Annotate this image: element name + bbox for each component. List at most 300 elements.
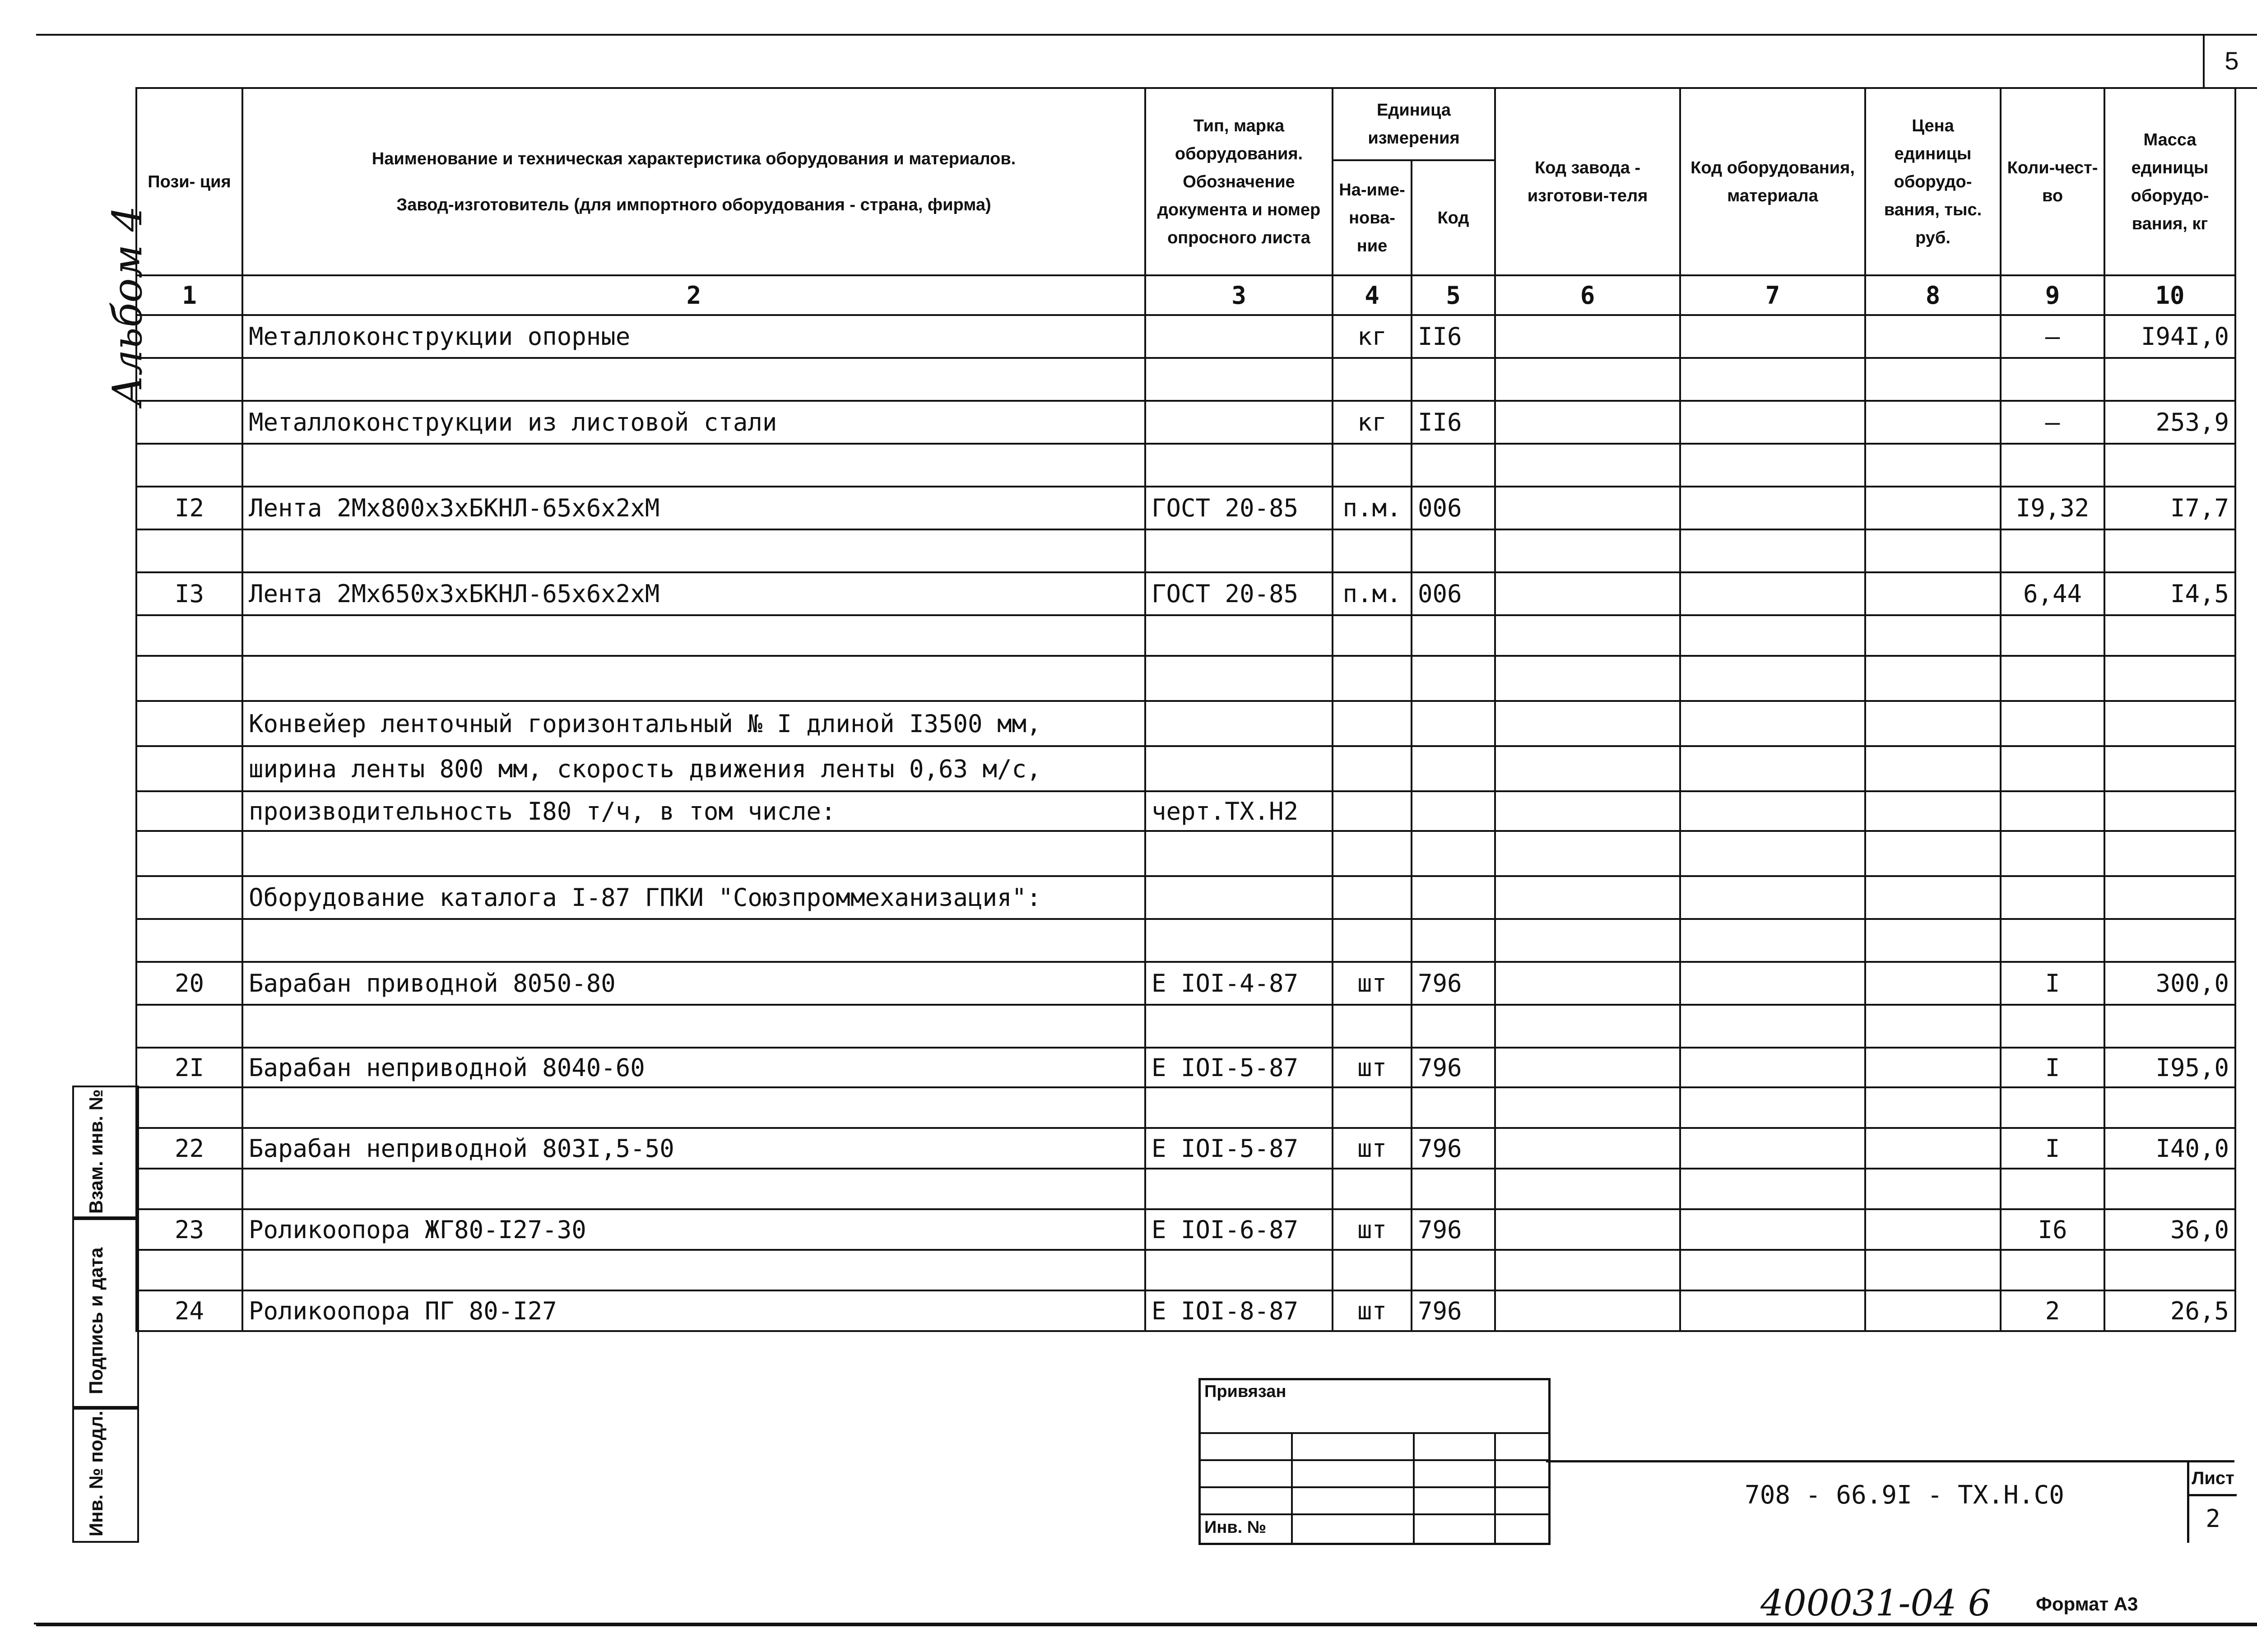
- row-document: Е IOI-5-87: [1145, 1048, 1333, 1087]
- row-unit-name: [1333, 444, 1412, 487]
- header-factory-code: Код завода - изготови-теля: [1495, 88, 1680, 275]
- row-unit-name: кг: [1333, 315, 1412, 358]
- row-equipment-code: [1680, 529, 1865, 572]
- row-position: [136, 1005, 242, 1048]
- column-number: 1: [136, 275, 242, 315]
- row-position: 23: [136, 1209, 242, 1250]
- header-name: [242, 88, 1145, 275]
- row-unit-name: [1333, 746, 1412, 791]
- row-unit-name: [1333, 831, 1412, 876]
- column-number: 6: [1495, 275, 1680, 315]
- row-name: Барабан неприводной 8040-60: [242, 1048, 1145, 1087]
- row-equipment-code: [1680, 1209, 1865, 1250]
- row-name: Металлоконструкции из листовой стали: [242, 401, 1145, 444]
- row-price: [1865, 656, 2001, 701]
- row-position: 24: [136, 1290, 242, 1331]
- row-price: [1865, 1087, 2001, 1128]
- table-row: [136, 529, 2235, 572]
- row-equipment-code: [1680, 831, 1865, 876]
- row-position: [136, 791, 242, 831]
- table-row: [136, 701, 2235, 746]
- row-mass: I4,5: [2104, 572, 2235, 615]
- table-row: [136, 444, 2235, 487]
- row-name: ширина ленты 800 мм, скорость движения ленты 0,63 м/с,: [242, 746, 1145, 791]
- row-unit-code: [1412, 919, 1495, 962]
- row-quantity: [2001, 1169, 2104, 1209]
- row-factory-code: [1495, 1005, 1680, 1048]
- row-mass: [2104, 358, 2235, 401]
- table-row: [136, 1128, 2235, 1169]
- row-unit-name: шт: [1333, 1048, 1412, 1087]
- row-unit-code: II6: [1412, 401, 1495, 444]
- row-unit-name: [1333, 615, 1412, 656]
- row-equipment-code: [1680, 1128, 1865, 1169]
- row-position: [136, 401, 242, 444]
- original-inv-box: [72, 1406, 139, 1543]
- row-quantity: [2001, 1087, 2104, 1128]
- row-name: Роликоопора ЖГ80-I27-30: [242, 1209, 1145, 1250]
- row-quantity: I: [2001, 962, 2104, 1005]
- row-price: [1865, 876, 2001, 919]
- row-quantity: [2001, 656, 2104, 701]
- table-header: [136, 88, 2235, 315]
- row-document: [1145, 1250, 1333, 1290]
- row-equipment-code: [1680, 876, 1865, 919]
- row-factory-code: [1495, 529, 1680, 572]
- row-price: [1865, 746, 2001, 791]
- row-name: Металлоконструкции опорные: [242, 315, 1145, 358]
- row-document: [1145, 656, 1333, 701]
- row-unit-name: кг: [1333, 401, 1412, 444]
- row-unit-name: шт: [1333, 1128, 1412, 1169]
- paper-format: Формат А3: [2036, 1593, 2138, 1615]
- header-quantity: Коли-чест-во: [2001, 88, 2104, 275]
- row-factory-code: [1495, 791, 1680, 831]
- row-name: [242, 444, 1145, 487]
- row-mass: [2104, 656, 2235, 701]
- row-mass: [2104, 1250, 2235, 1290]
- row-document: [1145, 401, 1333, 444]
- row-unit-name: [1333, 529, 1412, 572]
- row-price: [1865, 1290, 2001, 1331]
- table-row: [136, 358, 2235, 401]
- row-equipment-code: [1680, 919, 1865, 962]
- row-price: [1865, 1169, 2001, 1209]
- table-row: [136, 315, 2235, 358]
- row-price: [1865, 1048, 2001, 1087]
- row-equipment-code: [1680, 615, 1865, 656]
- handwritten-archive-number: 400031-04 6: [1760, 1582, 1991, 1624]
- table-row: [136, 615, 2235, 656]
- row-mass: [2104, 1087, 2235, 1128]
- row-unit-code: 796: [1412, 1209, 1495, 1250]
- row-quantity: 2: [2001, 1290, 2104, 1331]
- row-document: ГОСТ 20-85: [1145, 572, 1333, 615]
- row-quantity: [2001, 791, 2104, 831]
- header-unit-group: Единица измерения: [1333, 88, 1495, 160]
- row-price: [1865, 1250, 2001, 1290]
- title-block: [1546, 1460, 2234, 1543]
- row-unit-code: 796: [1412, 1128, 1495, 1169]
- row-quantity: –: [2001, 401, 2104, 444]
- row-price: [1865, 315, 2001, 358]
- row-quantity: I: [2001, 1128, 2104, 1169]
- row-position: [136, 615, 242, 656]
- row-equipment-code: [1680, 1048, 1865, 1087]
- row-unit-name: шт: [1333, 1290, 1412, 1331]
- row-quantity: [2001, 919, 2104, 962]
- row-name: Оборудование каталога I-87 ГПКИ "Союзпроммеханизация":: [242, 876, 1145, 919]
- row-quantity: –: [2001, 315, 2104, 358]
- row-factory-code: [1495, 746, 1680, 791]
- row-price: [1865, 919, 2001, 962]
- table-row: [136, 572, 2235, 615]
- row-factory-code: [1495, 487, 1680, 529]
- row-name: [242, 1169, 1145, 1209]
- row-unit-code: 796: [1412, 962, 1495, 1005]
- row-position: 2I: [136, 1048, 242, 1087]
- row-equipment-code: [1680, 701, 1865, 746]
- row-unit-code: [1412, 746, 1495, 791]
- row-unit-name: [1333, 1005, 1412, 1048]
- row-unit-name: [1333, 358, 1412, 401]
- row-position: [136, 1250, 242, 1290]
- row-position: [136, 1169, 242, 1209]
- row-unit-code: [1412, 444, 1495, 487]
- row-document: Е IOI-4-87: [1145, 962, 1333, 1005]
- row-position: [136, 876, 242, 919]
- row-unit-code: [1412, 529, 1495, 572]
- page-number: 5: [2203, 34, 2257, 89]
- row-price: [1865, 831, 2001, 876]
- table-row: [136, 1290, 2235, 1331]
- row-quantity: [2001, 444, 2104, 487]
- row-document: Е IOI-5-87: [1145, 1128, 1333, 1169]
- row-equipment-code: [1680, 1169, 1865, 1209]
- row-unit-code: [1412, 1005, 1495, 1048]
- row-mass: [2104, 1005, 2235, 1048]
- row-position: [136, 656, 242, 701]
- row-mass: [2104, 1169, 2235, 1209]
- row-name: [242, 1087, 1145, 1128]
- row-mass: [2104, 791, 2235, 831]
- signature-date-label: Подпись и дата: [85, 1247, 107, 1394]
- column-number: 5: [1412, 275, 1495, 315]
- row-document: [1145, 529, 1333, 572]
- row-price: [1865, 444, 2001, 487]
- row-unit-name: [1333, 919, 1412, 962]
- row-factory-code: [1495, 1087, 1680, 1128]
- row-quantity: [2001, 1250, 2104, 1290]
- row-unit-code: 006: [1412, 487, 1495, 529]
- row-mass: [2104, 529, 2235, 572]
- row-name: [242, 919, 1145, 962]
- row-equipment-code: [1680, 572, 1865, 615]
- table-row: [136, 831, 2235, 876]
- row-equipment-code: [1680, 1087, 1865, 1128]
- row-unit-name: [1333, 1250, 1412, 1290]
- row-factory-code: [1495, 919, 1680, 962]
- row-factory-code: [1495, 1209, 1680, 1250]
- row-price: [1865, 401, 2001, 444]
- row-position: I2: [136, 487, 242, 529]
- row-factory-code: [1495, 656, 1680, 701]
- row-price: [1865, 1005, 2001, 1048]
- row-price: [1865, 487, 2001, 529]
- row-unit-code: [1412, 876, 1495, 919]
- signature-date-box: [72, 1216, 139, 1410]
- row-quantity: [2001, 876, 2104, 919]
- row-position: [136, 1087, 242, 1128]
- row-name: производительность I80 т/ч, в том числе:: [242, 791, 1145, 831]
- row-name: Роликоопора ПГ 80-I27: [242, 1290, 1145, 1331]
- specification-table: [135, 87, 2236, 1332]
- row-position: [136, 444, 242, 487]
- table-row: [136, 656, 2235, 701]
- row-name: [242, 615, 1145, 656]
- row-position: [136, 919, 242, 962]
- row-name: [242, 529, 1145, 572]
- row-document: [1145, 746, 1333, 791]
- row-quantity: 6,44: [2001, 572, 2104, 615]
- row-equipment-code: [1680, 656, 1865, 701]
- row-factory-code: [1495, 444, 1680, 487]
- row-factory-code: [1495, 831, 1680, 876]
- sheet-label: Лист: [2189, 1462, 2237, 1496]
- row-quantity: [2001, 529, 2104, 572]
- header-price: Цена единицы оборудо-вания, тыс. руб.: [1865, 88, 2001, 275]
- row-price: [1865, 615, 2001, 656]
- row-quantity: I9,32: [2001, 487, 2104, 529]
- row-position: [136, 529, 242, 572]
- row-unit-name: [1333, 876, 1412, 919]
- table-row: [136, 919, 2235, 962]
- row-price: [1865, 529, 2001, 572]
- row-document: [1145, 1087, 1333, 1128]
- row-mass: I40,0: [2104, 1128, 2235, 1169]
- row-name: Барабан неприводной 803I,5-50: [242, 1128, 1145, 1169]
- row-unit-code: [1412, 1169, 1495, 1209]
- header-unit-code: Код: [1412, 160, 1495, 275]
- row-quantity: [2001, 615, 2104, 656]
- row-document: [1145, 876, 1333, 919]
- row-name: [242, 1250, 1145, 1290]
- row-document: [1145, 615, 1333, 656]
- row-name: Барабан приводной 8050-80: [242, 962, 1145, 1005]
- row-unit-code: [1412, 656, 1495, 701]
- header-equipment-code: Код оборудования, материала: [1680, 88, 1865, 275]
- row-quantity: I6: [2001, 1209, 2104, 1250]
- column-number: 8: [1865, 275, 2001, 315]
- row-price: [1865, 701, 2001, 746]
- row-document: Е IOI-8-87: [1145, 1290, 1333, 1331]
- row-factory-code: [1495, 1048, 1680, 1087]
- table-row: [136, 1005, 2235, 1048]
- album-label: Альбом 4: [104, 205, 151, 406]
- row-mass: [2104, 876, 2235, 919]
- row-name: Конвейер ленточный горизонтальный № I длиной I3500 мм,: [242, 701, 1145, 746]
- header-name-line2: Завод-изготовитель (для импортного оборудования - страна, фирма): [396, 195, 991, 214]
- replacement-inv-label: Взам. инв. №: [85, 1089, 107, 1214]
- row-quantity: [2001, 746, 2104, 791]
- row-document: [1145, 358, 1333, 401]
- row-document: [1145, 831, 1333, 876]
- row-unit-name: п.м.: [1333, 572, 1412, 615]
- sheet-number: 2: [2206, 1504, 2220, 1533]
- row-mass: 26,5: [2104, 1290, 2235, 1331]
- header-name-line1: Наименование и техническая характеристика оборудования и материалов.: [372, 149, 1016, 168]
- row-name: Лента 2Мх650х3хБКНЛ-65х6х2хМ: [242, 572, 1145, 615]
- table-row: [136, 1250, 2235, 1290]
- row-quantity: [2001, 831, 2104, 876]
- column-number: 3: [1145, 275, 1333, 315]
- row-unit-code: II6: [1412, 315, 1495, 358]
- row-equipment-code: [1680, 1290, 1865, 1331]
- column-number: 9: [2001, 275, 2104, 315]
- row-factory-code: [1495, 1290, 1680, 1331]
- row-equipment-code: [1680, 746, 1865, 791]
- row-factory-code: [1495, 876, 1680, 919]
- header-position: Пози- ция: [136, 88, 242, 275]
- row-unit-name: шт: [1333, 962, 1412, 1005]
- row-quantity: [2001, 358, 2104, 401]
- table-row: [136, 962, 2235, 1005]
- table-row: [136, 1169, 2235, 1209]
- row-equipment-code: [1680, 315, 1865, 358]
- table-body: [136, 315, 2235, 1331]
- row-unit-code: [1412, 701, 1495, 746]
- row-position: 22: [136, 1128, 242, 1169]
- row-mass: [2104, 746, 2235, 791]
- table-row: [136, 401, 2235, 444]
- row-unit-name: [1333, 791, 1412, 831]
- table-row: [136, 876, 2235, 919]
- table-row: [136, 1209, 2235, 1250]
- row-factory-code: [1495, 401, 1680, 444]
- column-number-row: [136, 275, 2235, 315]
- row-equipment-code: [1680, 1005, 1865, 1048]
- row-mass: [2104, 919, 2235, 962]
- row-factory-code: [1495, 315, 1680, 358]
- header-mass: Масса единицы оборудо-вания, кг: [2104, 88, 2235, 275]
- row-position: [136, 746, 242, 791]
- table-row: [136, 1048, 2235, 1087]
- row-quantity: I: [2001, 1048, 2104, 1087]
- replacement-inv-box: [72, 1086, 139, 1220]
- row-unit-code: [1412, 358, 1495, 401]
- row-document: [1145, 315, 1333, 358]
- row-document: [1145, 701, 1333, 746]
- row-position: 20: [136, 962, 242, 1005]
- row-factory-code: [1495, 615, 1680, 656]
- row-name: [242, 358, 1145, 401]
- inventory-number-label: Инв. №: [1204, 1518, 1267, 1537]
- column-number: 4: [1333, 275, 1412, 315]
- row-document: черт.ТХ.Н2: [1145, 791, 1333, 831]
- row-equipment-code: [1680, 358, 1865, 401]
- row-equipment-code: [1680, 487, 1865, 529]
- row-document: [1145, 919, 1333, 962]
- binding-stamp: [1198, 1378, 1551, 1545]
- column-number: 2: [242, 275, 1145, 315]
- row-unit-name: [1333, 656, 1412, 701]
- row-price: [1865, 1128, 2001, 1169]
- row-unit-name: [1333, 1087, 1412, 1128]
- row-unit-code: [1412, 791, 1495, 831]
- row-document: [1145, 1169, 1333, 1209]
- row-unit-name: [1333, 1169, 1412, 1209]
- row-unit-code: 796: [1412, 1048, 1495, 1087]
- row-name: [242, 831, 1145, 876]
- row-equipment-code: [1680, 1250, 1865, 1290]
- row-unit-code: 796: [1412, 1290, 1495, 1331]
- row-unit-code: [1412, 615, 1495, 656]
- row-mass: [2104, 701, 2235, 746]
- column-number: 10: [2104, 275, 2235, 315]
- row-unit-code: [1412, 1250, 1495, 1290]
- table-row: [136, 746, 2235, 791]
- original-inv-label: Инв. № подл.: [85, 1411, 107, 1536]
- row-position: [136, 358, 242, 401]
- row-price: [1865, 791, 2001, 831]
- sheet-box: [2187, 1462, 2237, 1543]
- row-factory-code: [1495, 1169, 1680, 1209]
- row-quantity: [2001, 701, 2104, 746]
- row-mass: 36,0: [2104, 1209, 2235, 1250]
- row-unit-name: п.м.: [1333, 487, 1412, 529]
- row-unit-name: [1333, 701, 1412, 746]
- row-mass: I94I,0: [2104, 315, 2235, 358]
- row-equipment-code: [1680, 962, 1865, 1005]
- header-type: Тип, марка оборудования. Обозначение документа и номер опросного листа: [1145, 88, 1333, 275]
- row-document: [1145, 1005, 1333, 1048]
- row-equipment-code: [1680, 444, 1865, 487]
- row-name: [242, 1005, 1145, 1048]
- row-factory-code: [1495, 358, 1680, 401]
- row-quantity: [2001, 1005, 2104, 1048]
- row-document: Е IOI-6-87: [1145, 1209, 1333, 1250]
- row-equipment-code: [1680, 791, 1865, 831]
- row-factory-code: [1495, 1128, 1680, 1169]
- header-unit-name: На-име-нова-ние: [1333, 160, 1412, 275]
- row-position: [136, 701, 242, 746]
- row-position: I3: [136, 572, 242, 615]
- row-price: [1865, 358, 2001, 401]
- row-factory-code: [1495, 701, 1680, 746]
- row-unit-code: 006: [1412, 572, 1495, 615]
- row-unit-name: шт: [1333, 1209, 1412, 1250]
- table-row: [136, 791, 2235, 831]
- row-mass: 300,0: [2104, 962, 2235, 1005]
- row-price: [1865, 572, 2001, 615]
- row-mass: 253,9: [2104, 401, 2235, 444]
- row-document: [1145, 444, 1333, 487]
- row-factory-code: [1495, 1250, 1680, 1290]
- column-number: 7: [1680, 275, 1865, 315]
- row-name: [242, 656, 1145, 701]
- row-factory-code: [1495, 572, 1680, 615]
- row-mass: [2104, 615, 2235, 656]
- table-row: [136, 1087, 2235, 1128]
- row-mass: I7,7: [2104, 487, 2235, 529]
- row-equipment-code: [1680, 401, 1865, 444]
- row-mass: I95,0: [2104, 1048, 2235, 1087]
- row-position: [136, 315, 242, 358]
- row-document: ГОСТ 20-85: [1145, 487, 1333, 529]
- row-name: Лента 2Мх800х3хБКНЛ-65х6х2хМ: [242, 487, 1145, 529]
- row-factory-code: [1495, 962, 1680, 1005]
- row-price: [1865, 962, 2001, 1005]
